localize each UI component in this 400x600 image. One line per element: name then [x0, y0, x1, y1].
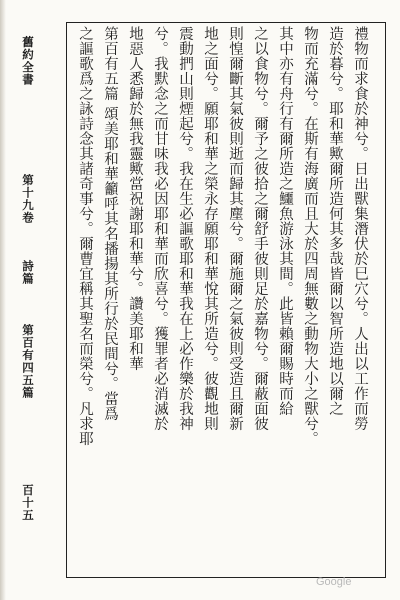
text-column-5: 之以食物兮。爾予之彼拾之爾舒手彼則足於嘉物兮。爾蔽面彼 [252, 26, 268, 431]
text-column-12: 之謳歌爲之詠詩念其諸奇事兮。爾曹宜稱其聖名而榮兮。凡求耶 [77, 26, 93, 446]
chapter-label: 第百有四五篇 [21, 324, 35, 399]
text-column-3: 物而充滿兮。在斯有海廣而且大於四周無數之動物大小之獸兮。 [302, 26, 318, 446]
page-edge [0, 0, 6, 600]
text-column-2: 造於暮兮。耶和華歟爾所造何其多哉皆爾以智所造地以爾之 [327, 26, 343, 416]
volume-label: 第十九卷 [21, 174, 35, 224]
text-column-1: 禮物而求食於神兮。日出獸集潛伏於巳穴兮。人出以工作而勞 [352, 26, 368, 431]
running-title: 舊約全書 [21, 36, 35, 86]
book-label: 詩篇 [21, 260, 35, 285]
text-column-8: 震動捫山則煙起兮。我在生必謳歌耶和華我在上必作樂於我神 [177, 26, 193, 431]
page-number: 百十五 [21, 484, 35, 522]
text-column-7: 地之面兮。願耶和華之榮永存願耶和華悅其所造兮。彼觀地則 [202, 26, 218, 431]
margin-column [12, 22, 56, 578]
text-column-10: 地惡人悉歸於無我靈歟當祝謝耶和華兮。讚美耶和華 [127, 26, 143, 371]
text-column-9: 兮。我默念之而甘味我必因耶和華而欣喜兮。獲罪者必消滅於 [152, 26, 168, 431]
text-column-6: 則惶爾斷其氣彼則逝而歸其塵兮。爾施爾之氣彼則受造且爾新 [227, 26, 243, 431]
watermark-text: Google [316, 576, 352, 588]
text-column-11: 第百有五篇 頌美耶和華籲呼其名播揚其所行於民間兮。當爲 [102, 26, 118, 422]
text-column-4: 其中亦有舟行有爾所造之鱷魚游泳其間。此皆賴爾賜時而給 [277, 26, 293, 416]
